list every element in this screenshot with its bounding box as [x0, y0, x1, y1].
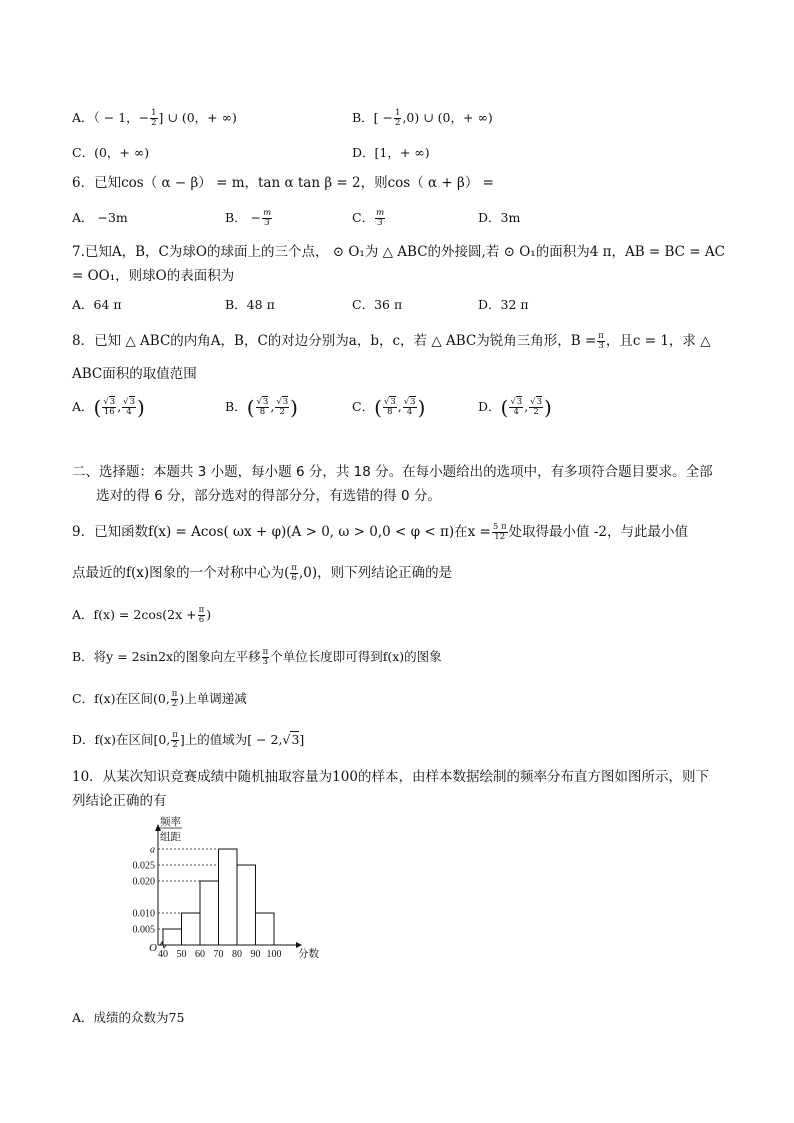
- q9-option-b: B．将y = 2sin2x的图象向左平移 $\frac{\pi}{3}$ 个单位长度即可得到f(x)的图象: [72, 647, 442, 667]
- y-tick-label: 0.010: [132, 908, 155, 920]
- q7-option-b: B．48 π: [225, 297, 275, 312]
- q6-stem: 6．已知cos（ α − β） = m，tan α tan β = 2，则cos（ α + β） =: [72, 175, 494, 191]
- x-tick-label: 50: [176, 949, 187, 960]
- x-tick-label: 90: [250, 949, 261, 960]
- q7-option-c: C．36 π: [352, 297, 403, 312]
- x-axis-arrow: [296, 942, 302, 948]
- q7-stem-line1: 7.已知A，B，C为球O的球面上的三个点， ⊙ O₁为 △ ABC的外接圆,若 ⊙ O₁的面积为4 π，AB = BC = AC: [72, 244, 725, 260]
- q7-stem-line2: = OO₁，则球O的表面积为: [72, 268, 235, 284]
- q7-option-d: D．32 π: [478, 297, 529, 312]
- histogram-bar: [219, 849, 238, 945]
- frequency-histogram: [118, 815, 338, 965]
- q6-option-d: D．3m: [478, 210, 521, 225]
- q9-stem-line1: 9．已知函数f(x) = Acos( ωx + φ)(A > 0, ω > 0,0 < φ < π)在x = $\frac{5 \pi}{12}$ 处取得最小值 -2，与此最小值: [72, 522, 688, 542]
- q5-option-d: D．[1，+ ∞): [352, 145, 430, 160]
- q8-option-b: B．( $\frac{√3}{8}$ , $\frac{√3}{2}$ ): [225, 395, 298, 420]
- histogram-bar: [256, 913, 275, 945]
- q6-option-a: A． −3m: [72, 210, 128, 225]
- origin-label: O: [149, 942, 157, 954]
- x-tick-label: 60: [195, 949, 205, 960]
- q9-option-a: A．f(x) = 2cos(2x + $\frac{\pi}{6}$ ): [72, 605, 212, 625]
- q10-stem-line1: 10．从某次知识竞赛成绩中随机抽取容量为100的样本，由样本数据绘制的频率分布直方图如图所示，则下: [72, 769, 709, 785]
- q8-option-c: C．( $\frac{√3}{8}$ , $\frac{√3}{4}$ ): [352, 395, 426, 420]
- x-tick-label: 100: [266, 949, 282, 960]
- q10-stem-line2: 列结论正确的有: [72, 793, 167, 809]
- q9-option-d: D．f(x)在区间[0, $\frac{\pi}{2}$ ]上的值域为[ − 2,√3]: [72, 730, 305, 750]
- x-tick-label: 70: [213, 949, 224, 960]
- x-tick-label: 80: [232, 949, 242, 960]
- y-tick-label: 0.005: [132, 924, 155, 936]
- y-tick-label: 0.020: [132, 876, 155, 888]
- y-tick-label: a: [150, 844, 155, 856]
- histogram-bar: [200, 881, 219, 945]
- x-tick-label: 40: [158, 949, 168, 960]
- q5-option-c: C．(0，+ ∞): [72, 145, 150, 160]
- q9-option-c: C．f(x)在区间(0, $\frac{\pi}{2}$ )上单调递减: [72, 689, 247, 709]
- q10-option-a: A．成绩的众数为75: [72, 1010, 185, 1025]
- q6-option-c: C． $\frac{m}{3}$: [352, 208, 385, 228]
- y-label-top: 频率: [160, 817, 181, 828]
- q8-stem-line1: 8．已知 △ ABC的内角A，B，C的对边分别为a，b，c，若 △ ABC为锐角三角形，B = $\frac{\pi}{3}$ ，且c = 1，求 △: [72, 331, 711, 351]
- histogram-bar: [237, 865, 256, 945]
- histogram-bar: [163, 929, 182, 945]
- q9-stem-line2: 点最近的f(x)图象的一个对称中心为( $\frac{\pi}{6}$ ,0)，则下列结论正确的是: [72, 563, 453, 583]
- y-label-bottom: 组距: [160, 832, 181, 843]
- x-label: 分数: [298, 949, 319, 960]
- q8-option-d: D．( $\frac{√3}{4}$ , $\frac{√3}{2}$ ): [478, 395, 552, 420]
- section-2-heading: 二、选择题：本题共 3 小题，每小题 6 分，共 18 分。在每小题给出的选项中，有多项符合题目要求。全部 选对的得 6 分，部分选对的得部分分，有选错的得 0 分。: [72, 464, 713, 504]
- q5-option-b: B．[ − $\frac{1}{2}$ ,0) ∪ (0，+ ∞): [352, 108, 493, 128]
- histogram-bar: [182, 913, 201, 945]
- q6-option-b: B． − $\frac{m}{3}$: [225, 208, 272, 228]
- q8-stem-line2: ABC面积的取值范围: [72, 366, 197, 382]
- y-tick-label: 0.025: [132, 860, 155, 872]
- q8-option-a: A．( $\frac{√3}{16}$ , $\frac{√3}{4}$ ): [72, 395, 145, 420]
- q5-option-a: A．（ − 1，− $\frac{1}{2}$ ] ∪ (0，+ ∞): [72, 108, 237, 128]
- q7-option-a: A．64 π: [72, 297, 122, 312]
